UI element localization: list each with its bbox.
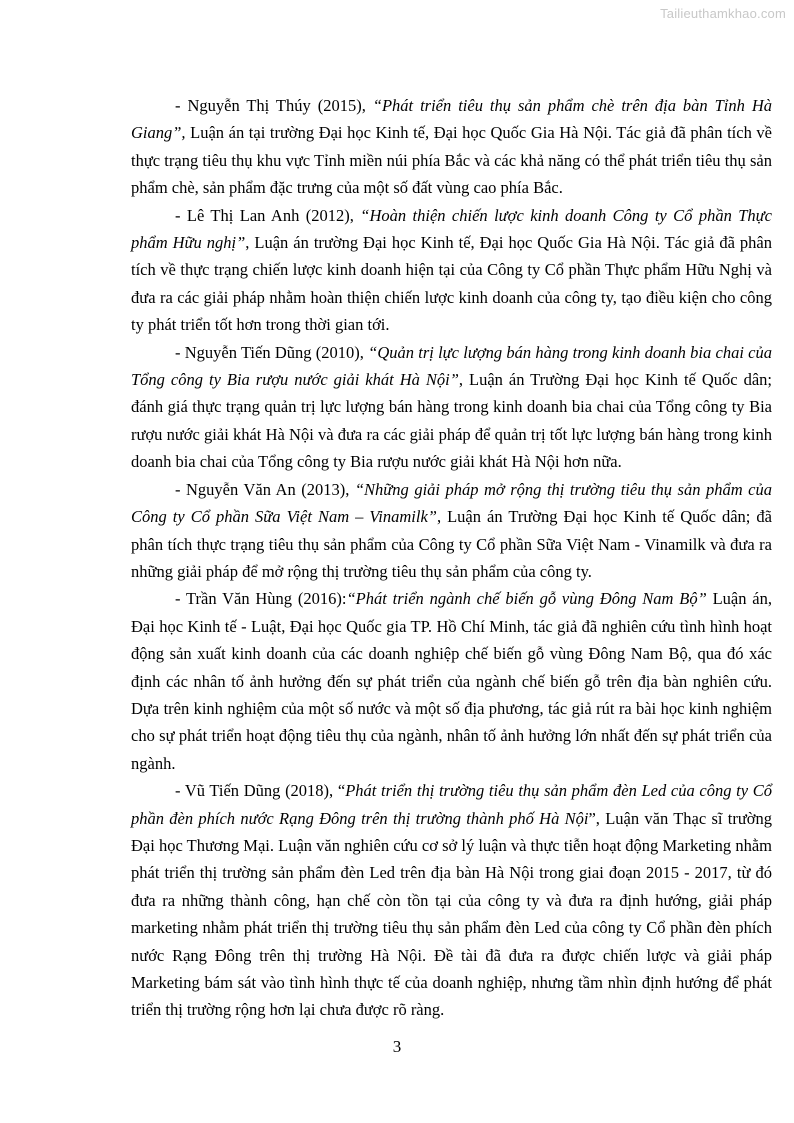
reference-paragraph	[131, 92, 772, 202]
watermark: Tailieuthamkhao.com	[660, 6, 786, 21]
reference-description: Luận án tại trường Đại học Kinh tế, Đại học Quốc Gia Hà Nội. Tác giả đã phân tích về thực trạng tiêu thụ khu vực Tỉnh miền núi phía Bắc và các khả năng có thể phát triển tiêu thụ sản phẩm chè, sản phẩm đặc trưng của một số đất vùng cao phía Bắc.	[131, 123, 772, 198]
reference-author: - Nguyễn Thị Thúy (2015),	[175, 96, 373, 115]
reference-title: Phát triển thị trường tiêu thụ sản phẩm đèn Led của công ty Cổ phần đèn phích nước Rạng Đông trên thị trường thành phố Hà Nội	[131, 781, 773, 828]
reference-title: “Những giải pháp mở rộng thị trường tiêu thụ sản phẩm của Công ty Cổ phần Sữa Việt Nam – Vinamilk”	[131, 479, 772, 527]
page-number: 3	[392, 1037, 402, 1056]
reference-title: “Phát triển tiêu thụ sản phẩm chè trên địa bàn Tỉnh Hà Giang”,	[131, 96, 772, 143]
document-body	[131, 92, 772, 1024]
reference-title: “Quản trị lực lượng bán hàng trong kinh doanh bia chai của Tổng công ty Bia rượu nước giải khát Hà Nội”	[131, 342, 772, 390]
reference-description: , Luận án Trường Đại học Kinh tế Quốc dân; đánh giá thực trạng quản trị lực lượng bán hàng trong kinh doanh bia chai của Tổng công ty Bia rượu nước giải khát Hà Nội và đưa ra các giải pháp để quản trị tốt lực lượng bán hàng trong kinh doanh bia chai của Tổng công ty Bia rượu nước giải khát Hà Nội hơn nữa.	[131, 370, 773, 472]
reference-paragraph	[131, 476, 772, 586]
reference-author: - Lê Thị Lan Anh (2012),	[175, 205, 361, 225]
reference-title: “Phát triển ngành chế biến gỗ vùng Đông Nam Bộ”	[346, 589, 707, 609]
reference-paragraph	[131, 777, 772, 1024]
reference-description: Luận án, Đại học Kinh tế - Luật, Đại học Quốc gia TP. Hồ Chí Minh, tác giả đã nghiên cứu tình hình hoạt động sản xuất kinh doanh của các doanh nghiệp chế biến gỗ vùng Đông Nam Bộ, qua đó xác định các nhân tố ảnh hưởng đến sự phát triển của ngành chế biến gỗ trên địa bàn nghiên cứu. Dựa trên kinh nghiệm của một số nước và một số địa phương, tác giả rút ra bài học kinh nghiệm cho sự phát triển hoạt động tiêu thụ của ngành, nhân tố ảnh hưởng lớn nhất đến sự phát triển của ngành.	[131, 589, 772, 773]
reference-description: , Luận án Trường Đại học Kinh tế Quốc dân; đã phân tích thực trạng tiêu thụ sản phẩm của Công ty Cổ phần Sữa Việt Nam - Vinamilk và đưa ra những giải pháp để mở rộng thị trường tiêu thụ sản phẩm của công ty.	[131, 507, 772, 581]
reference-description: , Luận án trường Đại học Kinh tế, Đại học Quốc Gia Hà Nội. Tác giả đã phân tích về thực trạng chiến lược kinh doanh hiện tại của Công ty Cổ phần Thực phẩm Hữu Nghị và đưa ra các giải pháp nhằm hoàn thiện chiến lược kinh doanh của công ty, tạo điều kiện cho công ty phát triển tốt hơn trong thời gian tới.	[131, 233, 772, 335]
reference-paragraph	[131, 585, 772, 777]
reference-description: ”, Luận văn Thạc sĩ trường Đại học Thương Mại. Luận văn nghiên cứu cơ sở lý luận và thực tiễn hoạt động Marketing nhằm phát triển thị trường sản phẩm đèn Led trên địa bàn Hà Nội trong giai đoạn 2015 - 2017, từ đó đưa ra những thành công, hạn chế còn tồn tại của công ty và đưa ra định hướng, giải pháp marketing nhằm phát triển thị trường tiêu thụ sản phẩm đèn Led của công ty Cổ phần đèn phích nước Rạng Đông trên thị trường Hà Nội. Đề tài đã đưa ra được chiến lược và giải pháp Marketing bám sát vào tình hình thực tế của doanh nghiệp, nhưng tầm nhìn định hướng để phát triển thị trường rộng hơn lại chưa được rõ ràng.	[131, 808, 772, 1020]
reference-author: - Vũ Tiến Dũng (2018), “	[175, 781, 346, 801]
reference-author: - Nguyễn Tiến Dũng (2010),	[175, 342, 369, 362]
reference-author: - Trần Văn Hùng (2016):	[175, 589, 347, 609]
reference-paragraph	[131, 202, 772, 339]
reference-title: “Hoàn thiện chiến lược kinh doanh Công ty Cổ phần Thực phẩm Hữu nghị”	[131, 205, 772, 253]
reference-author: - Nguyễn Văn An (2013),	[175, 479, 355, 499]
reference-paragraph	[131, 339, 772, 476]
